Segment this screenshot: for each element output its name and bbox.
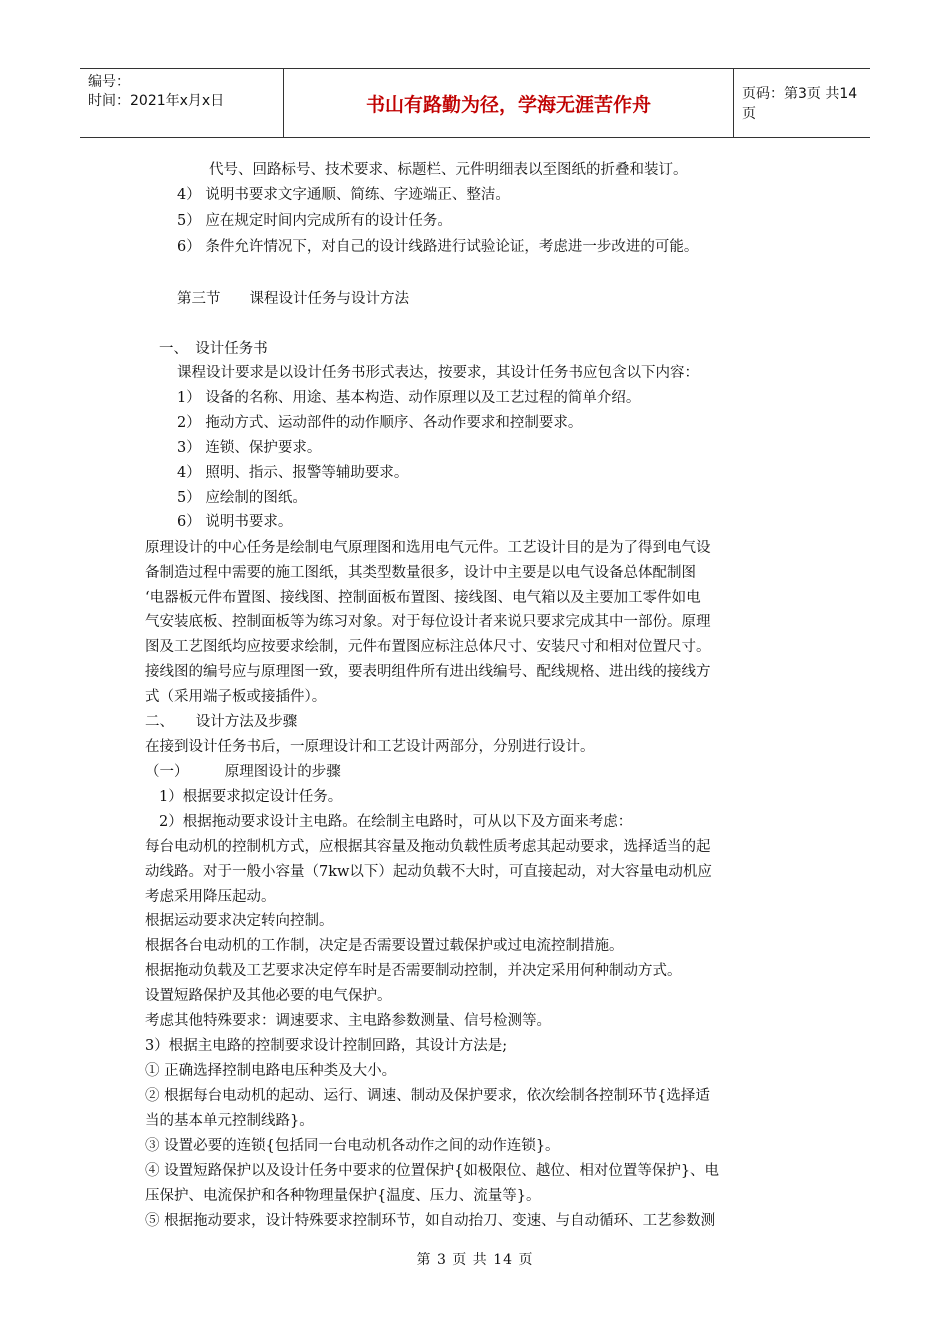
body-line: 式（采用端子板或接插件）。 — [145, 689, 327, 705]
body-line: 4） 说明书要求文字通顺、简练、字迹端正、整洁。 — [177, 187, 510, 203]
body-line: 根据各台电动机的工作制，决定是否需要设置过载保护或过电流控制措施。 — [145, 938, 624, 954]
body-line: 2） 拖动方式、运动部件的动作顺序、各动作要求和控制要求。 — [177, 415, 583, 431]
body-line: 原理设计的中心任务是绘制电气原理图和选用电气元件。工艺设计目的是为了得到电气设 — [145, 540, 711, 556]
date-label: 时间：2021年x月x日 — [88, 93, 225, 109]
number-label: 编号： — [88, 74, 130, 90]
header-meta — [80, 69, 284, 137]
body-line: 气安装底板、控制面板等为练习对象。对于每位设计者来说只要求完成其中一部份。原理 — [145, 614, 711, 630]
section-heading: 第三节 课程设计任务与设计方法 — [177, 291, 409, 307]
body-line: 当的基本单元控制线路}。 — [145, 1113, 314, 1129]
body-line: 考虑其他特殊要求：调速要求、主电路参数测量、信号检测等。 — [145, 1013, 551, 1029]
page-footer: 第 3 页 共 14 页 — [416, 1252, 534, 1268]
body-line: 在接到设计任务书后，一原理设计和工艺设计两部分，分别进行设计。 — [145, 739, 595, 755]
body-line: 3） 连锁、保护要求。 — [177, 440, 322, 456]
body-line: 根据拖动负载及工艺要求决定停车时是否需要制动控制，并决定采用何种制动方式。 — [145, 963, 682, 979]
body-line: 1）根据要求拟定设计任务。 — [159, 789, 343, 805]
body-line: 5） 应在规定时间内完成所有的设计任务。 — [177, 213, 452, 229]
body-line: 课程设计要求是以设计任务书形式表达，按要求，其设计任务书应包含以下内容： — [177, 365, 699, 381]
subsection-heading: 一、 设计任务书 — [159, 341, 268, 357]
body-line: 备制造过程中需要的施工图纸，其类型数量很多，设计中主要是以电气设备总体配制图 — [145, 565, 696, 581]
subsection-heading: （一） 原理图设计的步骤 — [145, 764, 341, 780]
body-line: 每台电动机的控制机方式，应根据其容量及拖动负载性质考虑其起动要求，选择适当的起 — [145, 839, 711, 855]
body-line: 根据运动要求决定转向控制。 — [145, 913, 334, 929]
body-line: ‘电器板元件布置图、接线图、控制面板布置图、接线图、电气箱以及主要加工零件如电 — [145, 590, 701, 606]
body-line: 代号、回路标号、技术要求、标题栏、元件明细表以至图纸的折叠和装订。 — [209, 162, 688, 178]
body-line: ② 根据每台电动机的起动、运行、调速、制动及保护要求，依次绘制各控制环节{选择适 — [145, 1088, 710, 1104]
body-line: 接线图的编号应与原理图一致，要表明组件所有进出线编号、配线规格、进出线的接线方 — [145, 664, 711, 680]
body-line: 6） 条件允许情况下，对自己的设计线路进行试验论证，考虑进一步改进的可能。 — [177, 239, 699, 255]
body-line: 4） 照明、指示、报警等辅助要求。 — [177, 465, 409, 481]
body-line: 动线路。对于一般小容量（7kw以下）起动负载不大时，可直接起动，对大容量电动机应 — [145, 864, 712, 880]
body-line: ④ 设置短路保护以及设计任务中要求的位置保护{如极限位、越位、相对位置等保护}、电 — [145, 1163, 720, 1179]
body-line: 图及工艺图纸均应按要求绘制，元件布置图应标注总体尺寸、安装尺寸和相对位置尺寸。 — [145, 639, 711, 655]
body-line: 6） 说明书要求。 — [177, 514, 293, 530]
header-motto: 书山有路勤为径，学海无涯苦作舟 — [284, 69, 734, 137]
body-line: ① 正确选择控制电路电压种类及大小。 — [145, 1063, 397, 1079]
body-line: 考虑采用降压起动。 — [145, 889, 276, 905]
header-page-info: 页码：第3页 共14页 — [742, 86, 858, 122]
body-line: 5） 应绘制的图纸。 — [177, 490, 307, 506]
body-line: ⑤ 根据拖动要求，设计特殊要求控制环节，如自动抬刀、变速、与自动循环、工艺参数测 — [145, 1213, 716, 1229]
body-line: ③ 设置必要的连锁{包括同一台电动机各动作之间的动作连锁}。 — [145, 1138, 560, 1154]
body-line: 3）根据主电路的控制要求设计控制回路，其设计方法是; — [145, 1038, 508, 1054]
body-line: 压保护、电流保护和各种物理量保护{温度、压力、流量等}。 — [145, 1188, 541, 1204]
page-header — [80, 68, 870, 138]
body-line: 2）根据拖动要求设计主电路。在绘制主电路时，可从以下及方面来考虑： — [159, 814, 633, 830]
subsection-heading: 二、 设计方法及步骤 — [145, 714, 298, 730]
body-line: 1） 设备的名称、用途、基本构造、动作原理以及工艺过程的简单介绍。 — [177, 390, 641, 406]
body-line: 设置短路保护及其他必要的电气保护。 — [145, 988, 392, 1004]
